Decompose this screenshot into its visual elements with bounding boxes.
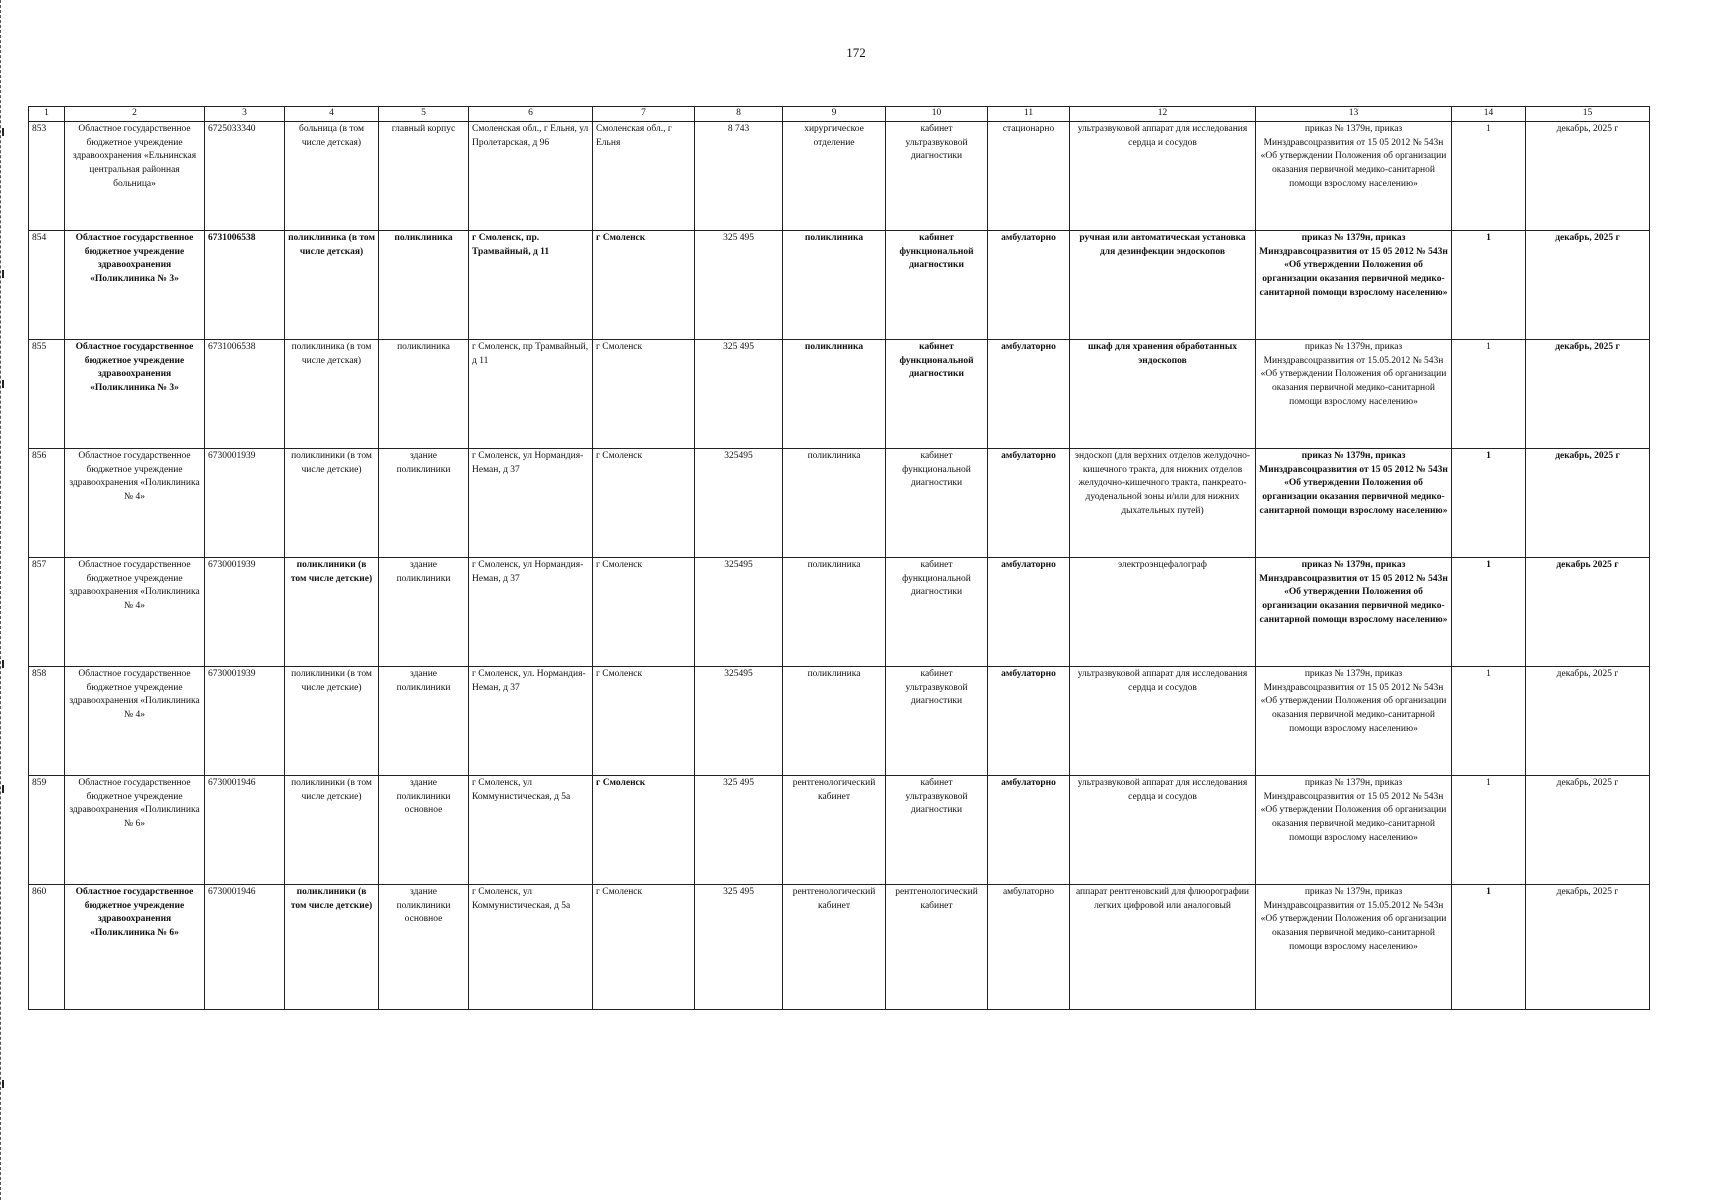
inn-cell: 6730001939 [205, 666, 285, 775]
department-cell: поликлиника [783, 666, 886, 775]
cabinet-cell: рентгенологический кабинет [886, 884, 988, 1009]
registry-table [28, 106, 1650, 1010]
scan-mark [2, 380, 4, 388]
table-row [29, 884, 1650, 1009]
date-cell: декабрь, 2025 г [1526, 884, 1650, 1009]
order-cell: приказ № 1379н, приказ Минздравсоцразвития от 15 05 2012 № 543н «Об утверждении Положения об организации оказания первичной медико-санитарной помощи взрослому населению» [1256, 666, 1452, 775]
date-cell: декабрь 2025 г [1526, 557, 1650, 666]
mode-cell: амбулаторно [988, 775, 1070, 884]
population-cell: 325495 [695, 666, 783, 775]
organization-cell: Областное государственное бюджетное учреждение здравоохранения «Поликлиника № 4» [65, 448, 205, 557]
quantity-cell: 1 [1452, 666, 1526, 775]
header-cell: 11 [988, 107, 1070, 122]
population-cell: 325495 [695, 448, 783, 557]
department-cell: поликлиника [783, 230, 886, 339]
address-cell: г Смоленск, ул Коммунистическая, д 5а [469, 884, 593, 1009]
address-cell: г Смоленск, пр Трамвайный, д 11 [469, 339, 593, 448]
equipment-cell: ультразвуковой аппарат для исследования сердца и сосудов [1070, 775, 1256, 884]
header-cell: 1 [29, 107, 65, 122]
row-number: 855 [29, 339, 65, 448]
department-cell: поликлиника [783, 339, 886, 448]
equipment-cell: ультразвуковой аппарат для исследования сердца и сосудов [1070, 666, 1256, 775]
order-cell: приказ № 1379н, приказ Минздравсоцразвития от 15 05 2012 № 543н «Об утверждении Положения об организации оказания первичной медико-санитарной помощи взрослому населению» [1256, 448, 1452, 557]
equipment-cell: аппарат рентгеновский для флюорографии легких цифровой или аналоговый [1070, 884, 1256, 1009]
cabinet-cell: кабинет функциональной диагностики [886, 230, 988, 339]
scan-mark [2, 785, 4, 793]
header-cell: 6 [469, 107, 593, 122]
organization-cell: Областное государственное бюджетное учреждение здравоохранения «Поликлиника № 4» [65, 557, 205, 666]
inn-cell: 6731006538 [205, 230, 285, 339]
building-cell: поликлиника [379, 230, 469, 339]
equipment-cell: электроэнцефалограф [1070, 557, 1256, 666]
date-cell: декабрь, 2025 г [1526, 339, 1650, 448]
scan-mark [2, 1080, 4, 1088]
population-cell: 325495 [695, 557, 783, 666]
header-cell: 12 [1070, 107, 1256, 122]
department-cell: поликлиника [783, 557, 886, 666]
city-cell: Смоленская обл., г Ельня [593, 121, 695, 230]
cabinet-cell: кабинет ультразвуковой диагностики [886, 666, 988, 775]
cabinet-cell: кабинет ультразвуковой диагностики [886, 121, 988, 230]
address-cell: г Смоленск, ул Коммунистическая, д 5а [469, 775, 593, 884]
order-cell: приказ № 1379н, приказ Минздравсоцразвития от 15 05 2012 № 543н «Об утверждении Положения об организации оказания первичной медико-санитарной помощи взрослому населению» [1256, 557, 1452, 666]
address-cell: г Смоленск, ул. Нормандия-Неман, д 37 [469, 666, 593, 775]
cabinet-cell: кабинет функциональной диагностики [886, 557, 988, 666]
cabinet-cell: кабинет функциональной диагностики [886, 339, 988, 448]
address-cell: г Смоленск, ул Нормандия-Неман, д 37 [469, 557, 593, 666]
date-cell: декабрь, 2025 г [1526, 230, 1650, 339]
mode-cell: амбулаторно [988, 884, 1070, 1009]
city-cell: г Смоленск [593, 666, 695, 775]
table-row [29, 666, 1650, 775]
facility-type-cell: поликлиники (в том числе детские) [285, 884, 379, 1009]
organization-cell: Областное государственное бюджетное учреждение здравоохранения «Поликлиника № 3» [65, 339, 205, 448]
row-number: 860 [29, 884, 65, 1009]
scan-mark [2, 270, 4, 278]
cabinet-cell: кабинет ультразвуковой диагностики [886, 775, 988, 884]
population-cell: 8 743 [695, 121, 783, 230]
department-cell: поликлиника [783, 448, 886, 557]
row-number: 856 [29, 448, 65, 557]
facility-type-cell: поликлиники (в том числе детские) [285, 557, 379, 666]
header-cell: 8 [695, 107, 783, 122]
cabinet-cell: кабинет функциональной диагностики [886, 448, 988, 557]
quantity-cell: 1 [1452, 121, 1526, 230]
header-cell: 15 [1526, 107, 1650, 122]
header-cell: 10 [886, 107, 988, 122]
facility-type-cell: поликлиника (в том числе детская) [285, 230, 379, 339]
scan-edge [0, 0, 4, 1200]
quantity-cell: 1 [1452, 448, 1526, 557]
date-cell: декабрь, 2025 г [1526, 121, 1650, 230]
table-row [29, 230, 1650, 339]
row-number: 859 [29, 775, 65, 884]
table-row [29, 448, 1650, 557]
population-cell: 325 495 [695, 339, 783, 448]
order-cell: приказ № 1379н, приказ Минздравсоцразвития от 15 05 2012 № 543н «Об утверждении Положения об организации оказания первичной медико-санитарной помощи взрослому населению» [1256, 775, 1452, 884]
city-cell: г Смоленск [593, 448, 695, 557]
order-cell: приказ № 1379н, приказ Минздравсоцразвития от 15.05.2012 № 543н «Об утверждении Положения об организации оказания первичной медико-санитарной помощи взрослому населению» [1256, 339, 1452, 448]
organization-cell: Областное государственное бюджетное учреждение здравоохранения «Поликлиника № 3» [65, 230, 205, 339]
mode-cell: амбулаторно [988, 448, 1070, 557]
facility-type-cell: поликлиника (в том числе детская) [285, 339, 379, 448]
city-cell: г Смоленск [593, 339, 695, 448]
row-number: 858 [29, 666, 65, 775]
inn-cell: 6730001939 [205, 557, 285, 666]
city-cell: г Смоленск [593, 230, 695, 339]
mode-cell: амбулаторно [988, 339, 1070, 448]
address-cell: г Смоленск, пр. Трамвайный, д 11 [469, 230, 593, 339]
scan-mark [2, 660, 4, 668]
population-cell: 325 495 [695, 884, 783, 1009]
equipment-cell: ручная или автоматическая установка для дезинфекции эндоскопов [1070, 230, 1256, 339]
building-cell: здание поликлиники основное [379, 884, 469, 1009]
city-cell: г Смоленск [593, 775, 695, 884]
population-cell: 325 495 [695, 775, 783, 884]
scan-mark [2, 128, 4, 136]
header-cell: 5 [379, 107, 469, 122]
row-number: 854 [29, 230, 65, 339]
date-cell: декабрь, 2025 г [1526, 666, 1650, 775]
row-number: 857 [29, 557, 65, 666]
quantity-cell: 1 [1452, 557, 1526, 666]
header-cell: 4 [285, 107, 379, 122]
population-cell: 325 495 [695, 230, 783, 339]
header-cell: 14 [1452, 107, 1526, 122]
table-row [29, 775, 1650, 884]
equipment-cell: ультразвуковой аппарат для исследования сердца и сосудов [1070, 121, 1256, 230]
city-cell: г Смоленск [593, 884, 695, 1009]
building-cell: здание поликлиники основное [379, 775, 469, 884]
address-cell: г Смоленск, ул Нормандия-Неман, д 37 [469, 448, 593, 557]
organization-cell: Областное государственное бюджетное учреждение здравоохранения «Поликлиника № 6» [65, 775, 205, 884]
page-number: 172 [846, 45, 866, 60]
building-cell: здание поликлиники [379, 448, 469, 557]
table-row [29, 121, 1650, 230]
city-cell: г Смоленск [593, 557, 695, 666]
quantity-cell: 1 [1452, 230, 1526, 339]
date-cell: декабрь, 2025 г [1526, 775, 1650, 884]
building-cell: поликлиника [379, 339, 469, 448]
mode-cell: стационарно [988, 121, 1070, 230]
facility-type-cell: поликлиники (в том числе детские) [285, 666, 379, 775]
department-cell: хирургическое отделение [783, 121, 886, 230]
quantity-cell: 1 [1452, 339, 1526, 448]
order-cell: приказ № 1379н, приказ Минздравсоцразвития от 15 05 2012 № 543н «Об утверждении Положения об организации оказания первичной медико-санитарной помощи взрослому населению» [1256, 121, 1452, 230]
organization-cell: Областное государственное бюджетное учреждение здравоохранения «Поликлиника № 6» [65, 884, 205, 1009]
quantity-cell: 1 [1452, 775, 1526, 884]
date-cell: декабрь, 2025 г [1526, 448, 1650, 557]
address-cell: Смоленская обл., г Ельня, ул Пролетарская, д 96 [469, 121, 593, 230]
table-row [29, 557, 1650, 666]
header-cell: 9 [783, 107, 886, 122]
inn-cell: 6731006538 [205, 339, 285, 448]
header-cell: 3 [205, 107, 285, 122]
inn-cell: 6725033340 [205, 121, 285, 230]
facility-type-cell: поликлиники (в том числе детские) [285, 775, 379, 884]
order-cell: приказ № 1379н, приказ Минздравсоцразвития от 15 05 2012 № 543н «Об утверждении Положения об организации оказания первичной медико-санитарной помощи взрослому населению» [1256, 230, 1452, 339]
header-cell: 7 [593, 107, 695, 122]
equipment-cell: шкаф для хранения обработанных эндоскопов [1070, 339, 1256, 448]
mode-cell: амбулаторно [988, 230, 1070, 339]
inn-cell: 6730001939 [205, 448, 285, 557]
facility-type-cell: больница (в том числе детская) [285, 121, 379, 230]
inn-cell: 6730001946 [205, 775, 285, 884]
header-row [29, 107, 1650, 122]
header-cell: 13 [1256, 107, 1452, 122]
facility-type-cell: поликлиники (в том числе детские) [285, 448, 379, 557]
organization-cell: Областное государственное бюджетное учреждение здравоохранения «Поликлиника № 4» [65, 666, 205, 775]
order-cell: приказ № 1379н, приказ Минздравсоцразвития от 15.05.2012 № 543н «Об утверждении Положения об организации оказания первичной медико-санитарной помощи взрослому населению» [1256, 884, 1452, 1009]
quantity-cell: 1 [1452, 884, 1526, 1009]
table-row [29, 339, 1650, 448]
equipment-cell: эндоскоп (для верхних отделов желудочно-кишечного тракта, для нижних отделов желудочно-кишечного тракта, панкреато-дуоденальной зоны и/или для нижних дыхательных путей) [1070, 448, 1256, 557]
organization-cell: Областное государственное бюджетное учреждение здравоохранения «Ельнинская центральная районная больница» [65, 121, 205, 230]
building-cell: здание поликлиники [379, 666, 469, 775]
building-cell: здание поликлиники [379, 557, 469, 666]
row-number: 853 [29, 121, 65, 230]
building-cell: главный корпус [379, 121, 469, 230]
department-cell: рентгенологический кабинет [783, 775, 886, 884]
mode-cell: амбулаторно [988, 666, 1070, 775]
department-cell: рентгенологический кабинет [783, 884, 886, 1009]
header-cell: 2 [65, 107, 205, 122]
inn-cell: 6730001946 [205, 884, 285, 1009]
mode-cell: амбулаторно [988, 557, 1070, 666]
